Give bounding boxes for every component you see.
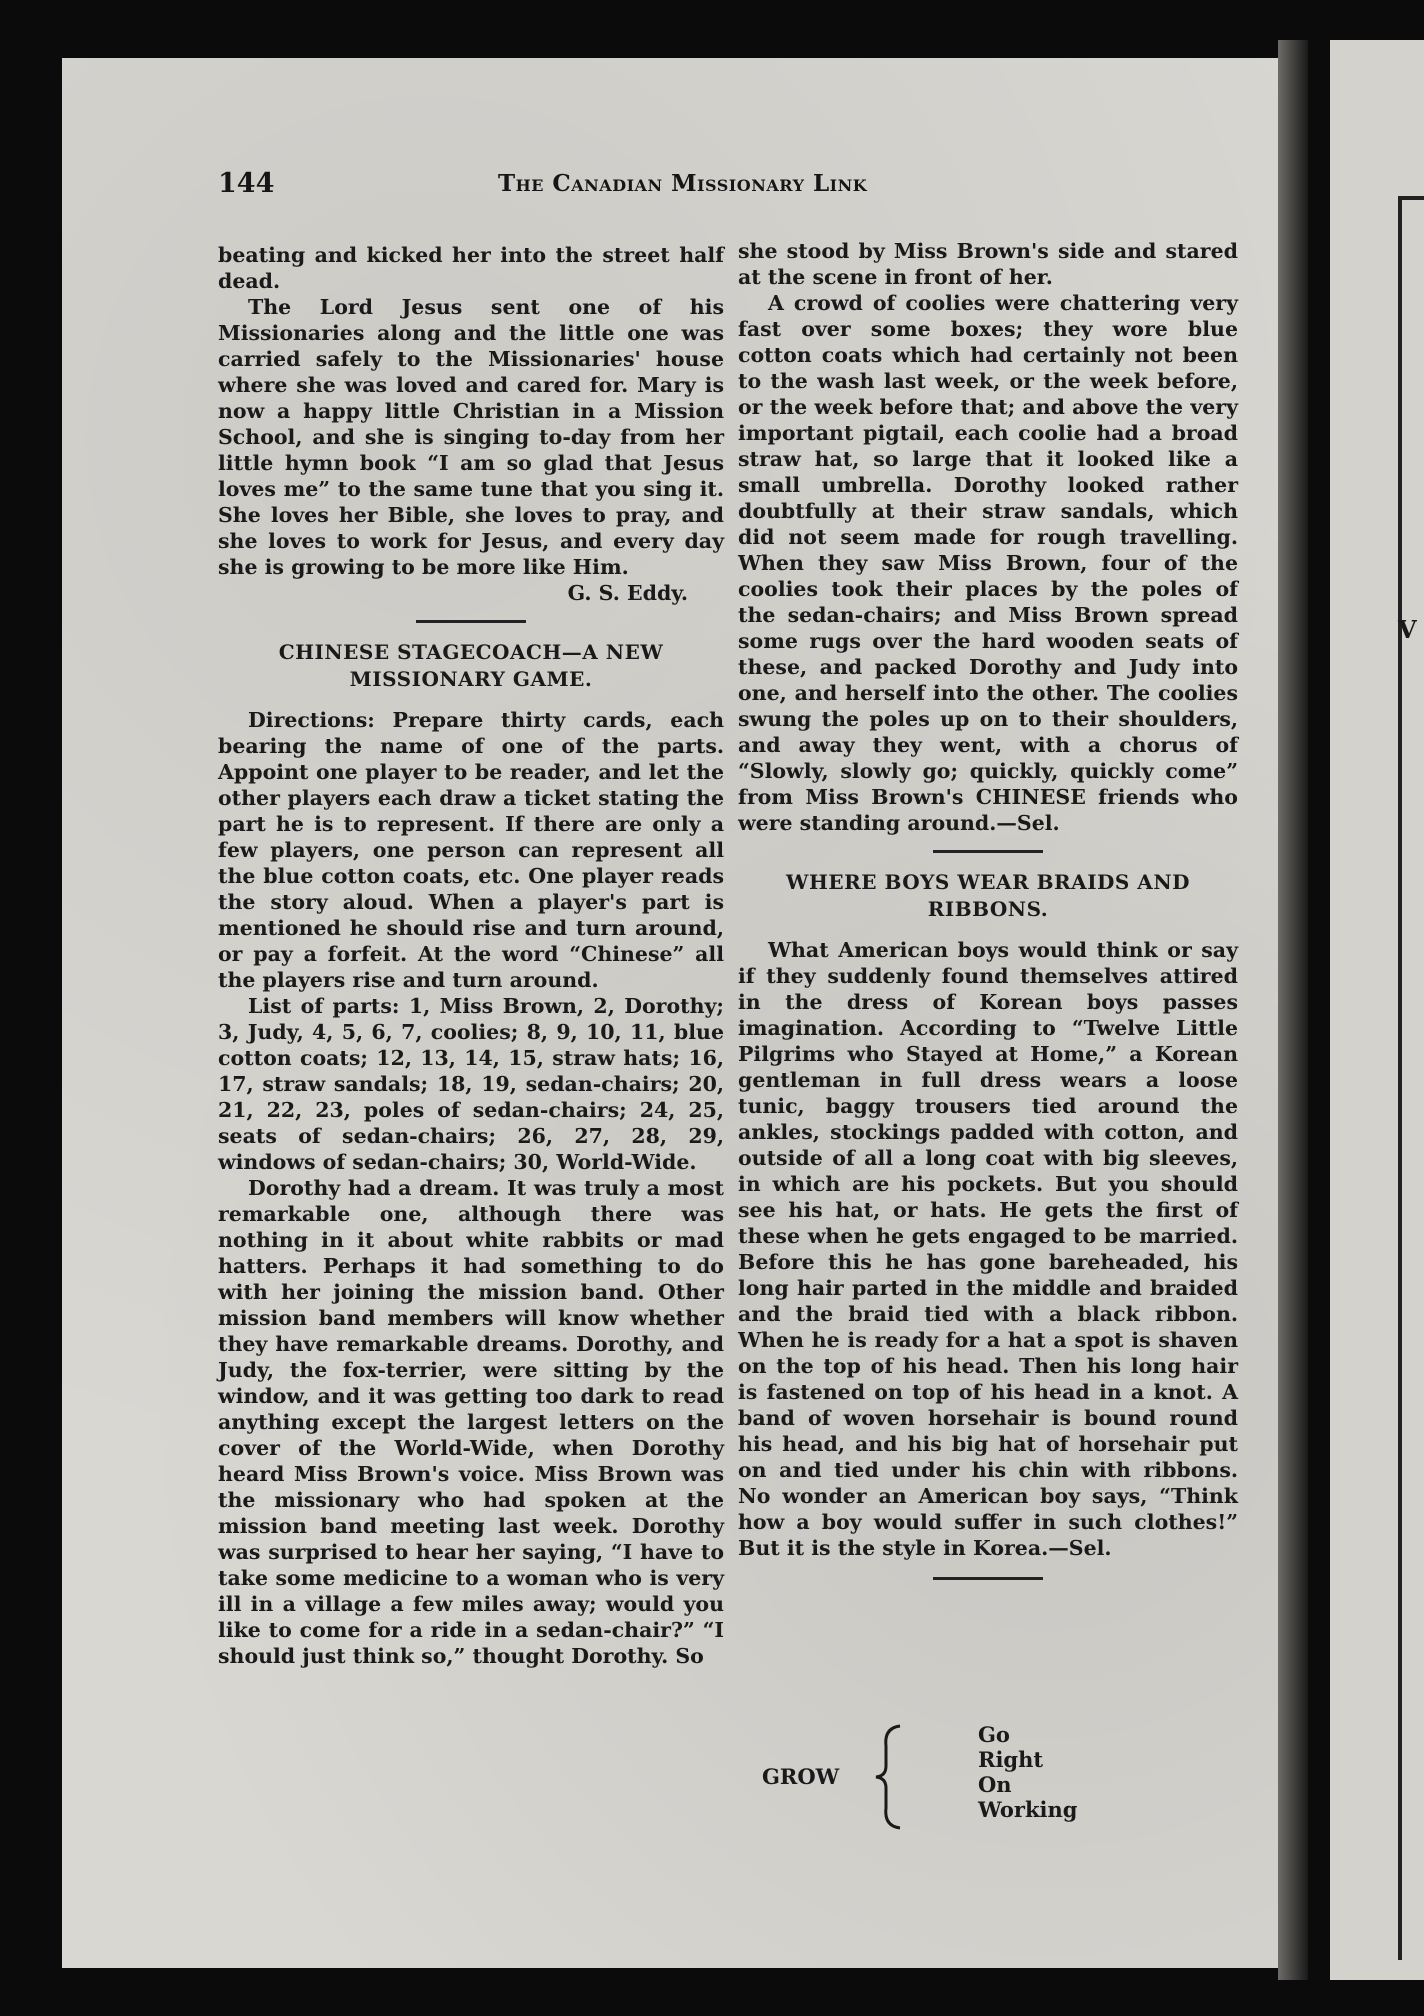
running-head: The Canadian Missionary Link [498, 170, 868, 197]
story-paragraph: Dorothy had a dream. It was truly a most remarkable one, although there was nothing in it about white rabbits or mad hatters. Perhaps it had something to do with her joining the mission band. Other mission band members will know whether they have remarkable dreams. Dorothy, and Judy, the fox-terrier, were sitting by the window, and it was getting too dark to read anything except the largest letters on the cover of the World-Wide, when Dorothy heard Miss Brown's voice. Miss Brown was the missionary who had spoken at the mission band meeting last week. Dorothy was surprised to hear her saying, “I have to take some medicine to a woman who is very ill in a village a few miles away; would you like to come for a ride in a sedan-chair?” “I should just think so,” thought Dorothy. So [218, 1176, 724, 1668]
left-column [218, 242, 724, 1669]
grow-item: On [978, 1772, 1012, 1797]
next-page-letter: V [1398, 615, 1417, 644]
curly-brace-icon [870, 1722, 910, 1832]
grow-acrostic [760, 1722, 1120, 1832]
story-continuation-paragraph: she stood by Miss Brown's side and stared at the scene in front of her. [738, 239, 1238, 289]
page-gutter-shadow [1278, 40, 1308, 1980]
parts-list-paragraph: List of parts: 1, Miss Brown, 2, Dorothy; 3, Judy, 4, 5, 6, 7, coolies; 8, 9, 10, 11, blue cotton coats; 12, 13, 14, 15, straw hats; 16, 17, straw sandals; 18, 19, sedan-chairs; 20, 21, 22, 23, poles of sedan-chairs; 24, 25, seats of sedan-chairs; 26, 27, 28, 29, windows of sedan-chairs; 30, World-Wide. [218, 994, 724, 1174]
grow-list [978, 1722, 1077, 1822]
article-paragraph: What American boys would think or say if they suddenly found themselves attired in the dress of Korean boys passes imagination. According to “Twelve Little Pilgrims who Stayed at Home,” a Korean gentleman in full dress wears a loose tunic, baggy trousers tied around the ankles, stockings padded with cotton, and outside of all a long coat with big sleeves, in which are his pockets. But you should see his hat, or hats. He gets the first of these when he gets engaged to be married. Before this he has gone bareheaded, his long hair parted in the middle and braided and the braid tied with a black ribbon. When he is ready for a hat a spot is shaven on the top of his head. Then his long hair is fastened on top of his head in a knot. A band of woven horsehair is bound round his head, and his big hat of horsehair put on and tied under his chin with ribbons. No wonder an American boy says, “Think how a boy would suffer in such clothes!” But it is the style in Korea.—Sel. [738, 938, 1238, 1560]
grow-item: Go [978, 1722, 1010, 1747]
story-paragraph: The Lord Jesus sent one of his Missionaries along and the little one was carried safely to the Missionaries' house where she was loved and cared for. Mary is now a happy little Christian in a Mission School, and she is singing to-day from her little hymn book “I am so glad that Jesus loves me” to the same tune that you sing it. She loves her Bible, she loves to pray, and she loves to work for Jesus, and every day she is growing to be more like Him. [218, 295, 724, 579]
page-header [218, 168, 1238, 204]
article-heading: CHINESE STAGECOACH—A NEW MISSIONARY GAME. [278, 640, 664, 691]
section-divider [933, 1577, 1043, 1580]
author-signature: G. S. Eddy. [567, 581, 688, 605]
grow-word: GROW [762, 1764, 840, 1789]
grow-item: Right [978, 1747, 1044, 1772]
article-heading: WHERE BOYS WEAR BRAIDS AND RIBBONS. [786, 870, 1190, 921]
section-divider [933, 850, 1043, 853]
grow-item: Working [978, 1797, 1078, 1822]
next-page-frame [1398, 196, 1424, 1960]
story-ending-paragraph: beating and kicked her into the street half dead. [218, 243, 724, 293]
directions-paragraph: Directions: Prepare thirty cards, each bearing the name of one of the parts. Appoint one player to be reader, and let the other players each draw a ticket stating the part he is to represent. If there are only a few players, one person can represent all the blue cotton coats, etc. One player reads the story aloud. When a player's part is mentioned he should rise and turn around, or pay a forfeit. At the word “Chinese” all the players rise and turn around. [218, 708, 724, 992]
story-paragraph: A crowd of coolies were chattering very fast over some boxes; they wore blue cotton coats which had certainly not been to the wash last week, or the week before, or the week before that; and above the very important pigtail, each coolie had a broad straw hat, so large that it looked like a small umbrella. Dorothy looked rather doubtfully at their straw sandals, which did not seem made for rough travelling. When they saw Miss Brown, four of the coolies took their places by the poles of the sedan-chairs; and Miss Brown spread some rugs over the hard wooden seats of these, and packed Dorothy and Judy into one, and herself into the other. The coolies swung the poles up on to their shoulders, and away they went, with a chorus of “Slowly, slowly go; quickly, quickly come” from Miss Brown's CHINESE friends who were standing around.—Sel. [738, 291, 1238, 835]
section-divider [416, 620, 526, 623]
right-column [738, 238, 1238, 1596]
page-number: 144 [218, 168, 275, 199]
